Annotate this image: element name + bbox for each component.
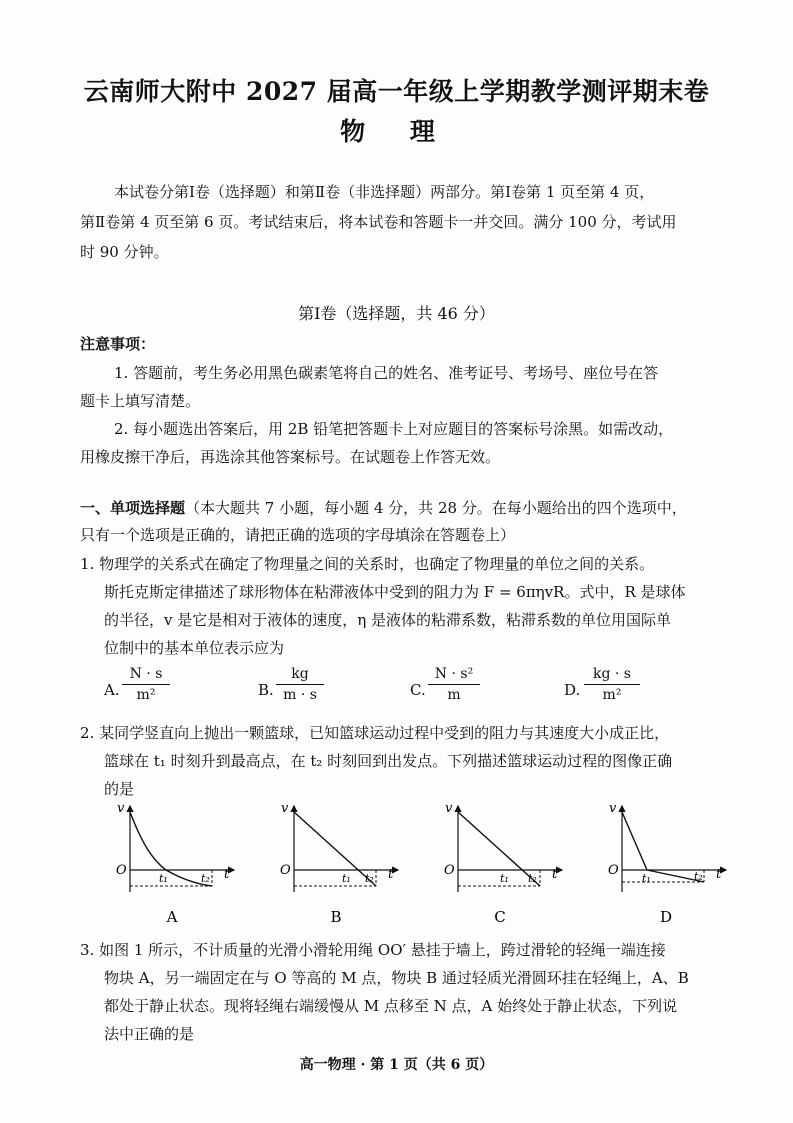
graph-a: [130, 806, 234, 892]
q1-option-d-label: D.: [564, 681, 581, 699]
graph-c-v-label: v: [445, 801, 453, 816]
subject-title: 物 理: [340, 117, 453, 146]
q1-option-d-fraction: [584, 666, 640, 703]
graph-d-t1-label: t₁: [642, 872, 651, 885]
graph-a-t-label: t: [224, 867, 230, 882]
q1-option-c-label: C.: [410, 681, 426, 699]
q1-option-b-numerator: kg: [276, 666, 324, 685]
q1-option-b-fraction: [276, 666, 324, 703]
graph-b-v-label: v: [281, 801, 289, 816]
q2-graphs: [100, 798, 740, 930]
section-1-heading: 第Ⅰ卷（选择题，共 46 分）: [298, 304, 495, 323]
part-1-heading-rest: （本大题共 7 小题，每小题 4 分，共 28 分。在每小题给出的四个选项中，: [185, 499, 687, 517]
graph-c-t2-label: t₂: [528, 872, 537, 885]
graph-b-t1-label: t₁: [342, 872, 351, 885]
graph-a-rise-curve: [130, 812, 166, 870]
graph-c-caption: C: [494, 908, 506, 926]
note-1-line-1: 1. 答题前，考生务必用黑色碳素笔将自己的姓名、准考证号、考场号、座位号在答: [114, 364, 659, 382]
q1-option-a-fraction: [122, 666, 170, 703]
graph-b-t2-label: t₂: [365, 872, 374, 885]
page-footer: 高一物理 · 第 1 页（共 6 页）: [299, 1057, 494, 1073]
q1-line-1: 1. 物理学的关系式在确定了物理量之间的关系时，也确定了物理量的单位之间的关系。: [80, 555, 655, 573]
exam-title: 云南师大附中 2027 届高一年级上学期教学测评期末卷: [83, 77, 710, 106]
graph-c: [458, 806, 562, 892]
graph-d-rise-line: [622, 812, 647, 870]
graph-a-t2-label: t₂: [201, 872, 210, 885]
graph-b-origin-label: O: [280, 863, 291, 878]
note-1-line-2: 题卡上填写清楚。: [80, 392, 201, 410]
intro-line-3: 时 90 分钟。: [80, 243, 169, 261]
graph-b-caption: B: [330, 908, 342, 926]
q1-option-b-label: B.: [258, 681, 274, 699]
graph-d-t-label: t: [716, 867, 722, 882]
q1-option-a-numerator: N · s: [122, 666, 170, 685]
q3-line-3: 都处于静止状态。现将轻绳右端缓慢从 M 点移至 N 点，A 始终处于静止状态，下列说: [104, 997, 678, 1015]
graph-c-t1-label: t₁: [500, 872, 509, 885]
note-2-line-1: 2. 每小题选出答案后，用 2B 铅笔把答题卡上对应题目的答案标号涂黑。如需改动，: [114, 420, 674, 438]
graph-b-line: [294, 812, 376, 886]
q1-option-c-numerator: N · s²: [428, 666, 480, 685]
q1-line-3: 的半径，v 是它是相对于液体的速度，η 是液体的粘滞系数，粘滞系数的单位用国际单: [104, 611, 672, 629]
graph-d-v-label: v: [609, 801, 617, 816]
q2-line-1: 2. 某同学竖直向上抛出一颗篮球，已知篮球运动过程中受到的阻力与其速度大小成正比，: [80, 724, 670, 742]
q1-option-c-denominator: m: [447, 687, 461, 703]
q1-option-d-numerator: kg · s: [584, 666, 640, 685]
intro-line-1: 本试卷分第Ⅰ卷（选择题）和第Ⅱ卷（非选择题）两部分。第Ⅰ卷第 1 页至第 4 页，: [114, 183, 655, 201]
graph-a-caption: A: [166, 908, 178, 926]
part-1-heading-line-2: 只有一个选项是正确的，请把正确的选项的字母填涂在答题卷上）: [80, 526, 516, 544]
q3-line-1: 3. 如图 1 所示，不计质量的光滑小滑轮用绳 OO′ 悬挂于墙上，跨过滑轮的轻绳一端连接: [80, 941, 666, 959]
q1-option-b-denominator: m · s: [283, 687, 317, 703]
graph-a-origin-label: O: [116, 863, 127, 878]
q1-option-d-denominator: m²: [602, 687, 622, 703]
graph-d: [622, 806, 726, 892]
note-2-line-2: 用橡皮擦干净后，再选涂其他答案标号。在试题卷上作答无效。: [80, 448, 501, 466]
q1-option-c-fraction: [428, 666, 480, 703]
part-1-heading: [80, 497, 687, 518]
q1-option-a-label: A.: [104, 681, 120, 699]
graph-d-caption: D: [659, 908, 673, 926]
part-1-heading-title: 一、单项选择题: [80, 499, 186, 517]
q1-line-4: 位制中的基本单位表示应为: [104, 639, 285, 657]
q2-line-2: 篮球在 t₁ 时刻升到最高点，在 t₂ 时刻回到出发点。下列描述篮球运动过程的图像正确: [104, 752, 673, 770]
graph-c-origin-label: O: [444, 863, 455, 878]
graph-d-origin-label: O: [608, 863, 619, 878]
q3-line-2: 物块 A，另一端固定在与 O 等高的 M 点，物块 B 通过轻质光滑圆环挂在轻绳上，A、B: [104, 969, 689, 987]
graph-d-t2-label: t₂: [694, 870, 703, 883]
graph-b-t-label: t: [388, 867, 394, 882]
graph-a-v-label: v: [117, 801, 125, 816]
notes-heading: 注意事项：: [80, 335, 156, 353]
intro-line-2: 第Ⅱ卷第 4 页至第 6 页。考试结束后，将本试卷和答题卡一并交回。满分 100 分，考试用: [80, 213, 677, 231]
q2-line-3: 的是: [104, 780, 135, 798]
graph-a-t1-label: t₁: [159, 872, 168, 885]
graph-c-t-label: t: [552, 867, 558, 882]
q1-line-2: 斯托克斯定律描述了球形物体在粘滞液体中受到的阻力为 F = 6πηvR。式中，R 是球体: [104, 583, 686, 601]
q1-option-a-denominator: m²: [136, 687, 156, 703]
q3-line-4: 法中正确的是: [104, 1025, 195, 1043]
